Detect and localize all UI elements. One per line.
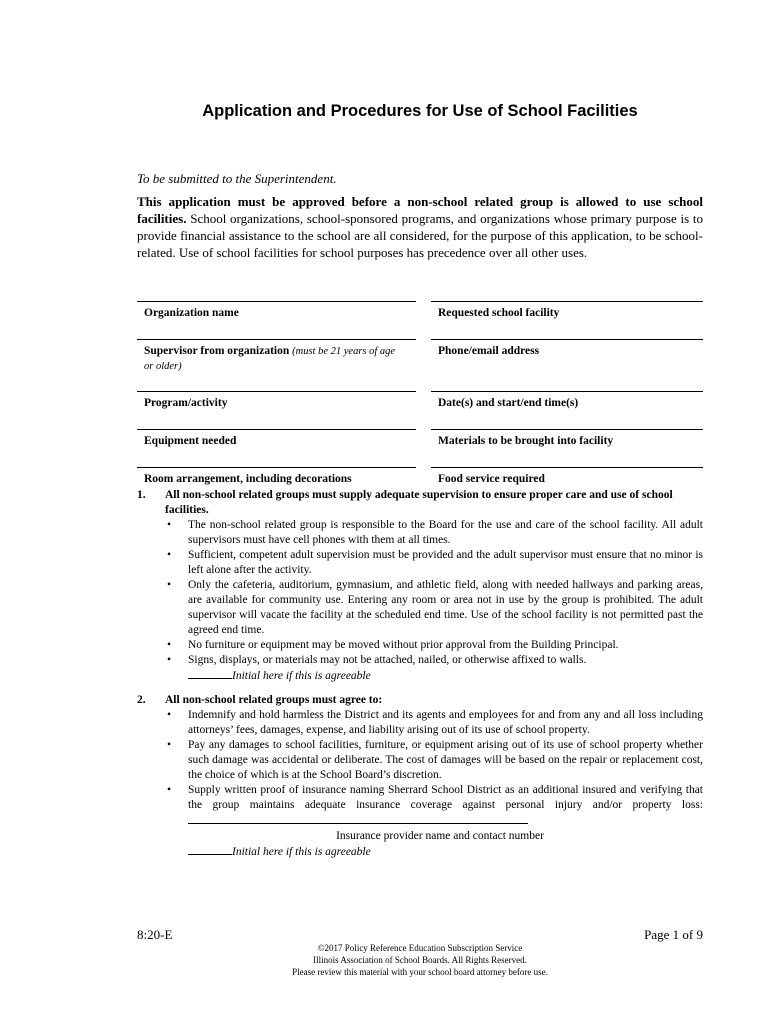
bullet-icon: • [167,739,172,751]
submission-note: To be submitted to the Superintendent. [137,171,337,186]
initial-blank[interactable] [188,668,232,679]
phone-email-field[interactable] [431,339,703,358]
room-arrangement-label: Room arrangement, including decorations [144,473,352,485]
list-item-text: Only the cafeteria, auditorium, gymnasium, and athletic field, along with needed hallways and parking areas, are available for community use. Entering any room or area not in use by the group is prohibited. The adult supervisor will vacate the facility at the scheduled end time. Use of the school facility is not permitted past the agreed end time. [188,579,703,636]
insurance-provider-caption: Insurance provider name and contact number [336,830,544,842]
section-heading [137,488,703,518]
list-item [137,708,703,738]
section-title: All non-school related groups must supply adequate supervision to ensure proper care and use of school facilities. [165,489,673,516]
document-title: Application and Procedures for Use of School Facilities [202,102,638,120]
insurance-provider-input[interactable] [188,813,528,824]
section-agreement [137,693,703,860]
bullet-icon: • [167,549,172,561]
page-number: Page 1 of 9 [644,927,703,942]
program-activity-field[interactable] [137,391,416,410]
list-item [137,738,703,783]
bullet-icon: • [167,784,172,796]
room-arrangement-field[interactable] [137,467,416,486]
initial-line [137,668,703,684]
equipment-needed-field[interactable] [137,429,416,448]
supervisor-label: Supervisor from organization [144,345,290,357]
section-title: All non-school related groups must agree to: [165,694,383,706]
section-supervision [137,488,703,684]
bullet-icon: • [167,519,172,531]
intro-body-text: School organizations, school-sponsored programs, and organizations whose primary purpose is to provide financial assistance to the school are all considered, for the purpose of this application, to be school-related. Use of school facilities for school purposes has precedence over all other uses. [137,211,703,260]
list-item-text: Indemnify and hold harmless the District and its agents and employees for and from any and all loss including attorneys’ fees, damages, expense, and liability arising out of its use of school property. [188,709,703,736]
list-item [137,638,703,653]
list-item-text: No furniture or equipment may be moved without prior approval from the Building Principal. [188,639,619,651]
list-item-text: Pay any damages to school facilities, furniture, or equipment arising out of its use of school property whether such damage was accidental or deliberate. The cost of damages will be based on the repair or replacement cost, the choice of which is at the School Board’s discretion. [188,739,703,781]
organization-name-label: Organization name [144,307,239,319]
bullet-icon: • [167,579,172,591]
list-item [137,653,703,668]
list-item [137,578,703,638]
materials-field[interactable] [431,429,703,448]
association-line: Illinois Association of School Boards. All Rights Reserved. [313,955,527,965]
initial-instruction: Initial here if this is agreeable [232,846,371,858]
requested-facility-field[interactable] [431,301,703,320]
bullet-icon: • [167,709,172,721]
bullet-icon: • [167,639,172,651]
bullet-icon: • [167,654,172,666]
bullet-list [137,708,703,829]
requested-facility-label: Requested school facility [438,307,560,319]
initial-line [137,844,703,860]
list-item-text: The non-school related group is responsible to the Board for the use and care of the school facility. All adult supervisors must have cell phones with them at all times. [188,519,703,546]
section-number: 1. [137,489,146,501]
supervisor-field[interactable] [137,339,416,374]
initial-blank[interactable] [188,844,232,855]
supervisor-age-note: (must be 21 years of age or older) [144,346,396,372]
list-item-text: Supply written proof of insurance naming Sherrard School District as an additional insured and verifying that the group maintains adequate insurance coverage against personal injury and/or property loss: [188,784,703,811]
list-item [137,518,703,548]
materials-label: Materials to be brought into facility [438,435,614,447]
initial-instruction: Initial here if this is agreeable [232,670,371,682]
organization-name-field[interactable] [137,301,416,320]
list-item-text: Signs, displays, or materials may not be attached, nailed, or otherwise affixed to walls. [188,654,587,666]
intro-bold-text: This application must be approved before a non-school related group is allowed to use school facilities. [137,194,703,226]
intro-paragraph [137,193,703,261]
review-line: Please review this material with your school board attorney before use. [292,967,548,977]
list-item [137,548,703,578]
phone-email-label: Phone/email address [438,345,540,357]
section-number: 2. [137,694,146,706]
bullet-list [137,518,703,668]
footer-notice [0,942,770,978]
dates-times-label: Date(s) and start/end time(s) [438,397,579,409]
food-service-label: Food service required [438,473,545,485]
policy-code: 8:20-E [137,927,173,942]
section-heading [137,693,703,708]
list-item-text: Sufficient, competent adult supervision must be provided and the adult supervisor must ensure that no minor is left alone after the activity. [188,549,703,576]
equipment-needed-label: Equipment needed [144,435,237,447]
dates-times-field[interactable] [431,391,703,410]
copyright-line: ©2017 Policy Reference Education Subscription Service [317,943,523,953]
program-activity-label: Program/activity [144,397,228,409]
food-service-field[interactable] [431,467,703,486]
list-item [137,783,703,829]
